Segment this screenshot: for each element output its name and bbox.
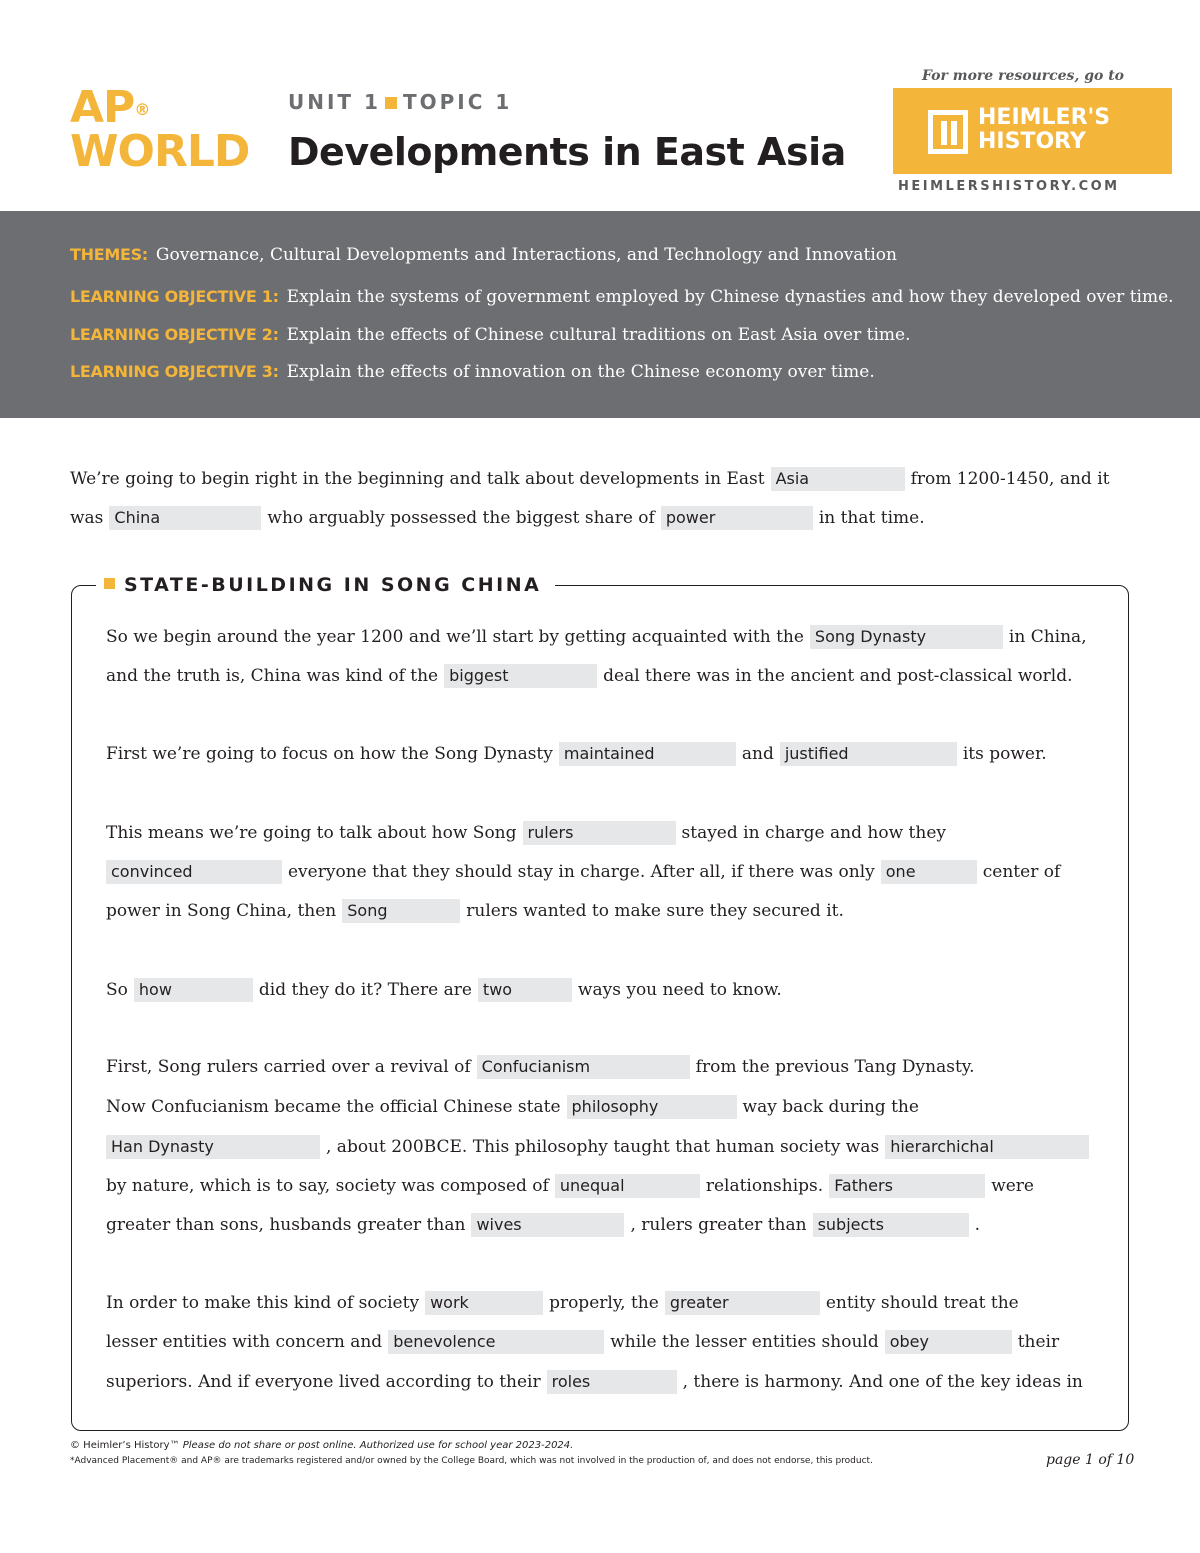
text: while the lesser entities should bbox=[610, 1332, 879, 1352]
objective-3-label: LEARNING OBJECTIVE 3: bbox=[70, 362, 279, 381]
unit-topic-label bbox=[288, 90, 512, 114]
blank-philosophy[interactable]: philosophy bbox=[567, 1095, 737, 1119]
blank-subjects[interactable]: subjects bbox=[813, 1213, 969, 1237]
blank-unequal[interactable]: unequal bbox=[555, 1174, 700, 1198]
blank-maintained[interactable]: maintained bbox=[559, 742, 736, 766]
blank-fathers[interactable]: Fathers bbox=[829, 1174, 985, 1198]
blank-benevolence[interactable]: benevolence bbox=[388, 1330, 604, 1354]
text: way back during the bbox=[742, 1097, 919, 1117]
text: In order to make this kind of society bbox=[106, 1293, 420, 1313]
blank-hierarchichal[interactable]: hierarchichal bbox=[885, 1135, 1089, 1159]
blank-song-dynasty[interactable]: Song Dynasty bbox=[810, 625, 1003, 649]
objective-2-text: Explain the effects of Chinese cultural traditions on East Asia over time. bbox=[286, 325, 911, 345]
text: superiors. And if everyone lived according to their bbox=[106, 1372, 541, 1392]
ap-logo: AP® bbox=[70, 82, 150, 133]
text: who arguably possessed the biggest share of bbox=[267, 508, 655, 528]
objectives-band bbox=[0, 211, 1200, 418]
blank-justified[interactable]: justified bbox=[780, 742, 957, 766]
blank-work[interactable]: work bbox=[425, 1291, 543, 1315]
section-line-2 bbox=[106, 664, 1073, 688]
intro-line-2 bbox=[70, 506, 925, 530]
text: from the previous Tang Dynasty. bbox=[695, 1057, 975, 1077]
section-line-11 bbox=[106, 1174, 1034, 1198]
more-resources-text: For more resources, go to bbox=[922, 68, 1124, 84]
blank-rulers[interactable]: rulers bbox=[523, 821, 676, 845]
text: everyone that they should stay in charge. After all, if there was only bbox=[288, 862, 875, 882]
text: their bbox=[1017, 1332, 1060, 1352]
objective-1-text: Explain the systems of government employed by Chinese dynasties and how they developed over time. bbox=[286, 287, 1174, 307]
objective-2-label: LEARNING OBJECTIVE 2: bbox=[70, 325, 279, 344]
text: center of bbox=[982, 862, 1061, 882]
text: in that time. bbox=[818, 508, 925, 528]
page-title: Developments in East Asia bbox=[288, 130, 846, 174]
section-line-6 bbox=[106, 899, 844, 923]
blank-confucianism[interactable]: Confucianism bbox=[477, 1055, 690, 1079]
square-bullet-icon bbox=[385, 97, 397, 109]
text: properly, the bbox=[549, 1293, 659, 1313]
section-line-15 bbox=[106, 1370, 1083, 1394]
text: power in Song China, then bbox=[106, 901, 337, 921]
text: First, Song rulers carried over a revival of bbox=[106, 1057, 471, 1077]
objective-3-row bbox=[70, 362, 875, 382]
section-line-7 bbox=[106, 978, 782, 1002]
themes-label: THEMES: bbox=[70, 245, 148, 264]
themes-row bbox=[70, 245, 897, 265]
blank-one[interactable]: one bbox=[881, 860, 977, 884]
text: did they do it? There are bbox=[258, 980, 472, 1000]
section-line-1 bbox=[106, 625, 1087, 649]
blank-convinced[interactable]: convinced bbox=[106, 860, 282, 884]
blank-how[interactable]: how bbox=[134, 978, 253, 1002]
world-logo: WORLD bbox=[70, 126, 250, 177]
text: greater than sons, husbands greater than bbox=[106, 1215, 466, 1235]
blank-china[interactable]: China bbox=[109, 506, 261, 530]
text: First we’re going to focus on how the Song Dynasty bbox=[106, 744, 553, 764]
text: , about 200BCE. This philosophy taught that human society was bbox=[326, 1137, 880, 1157]
text: lesser entities with concern and bbox=[106, 1332, 383, 1352]
footer-trademark: *Advanced Placement® and AP® are trademarks registered and/or owned by the College Board, which was not involved in the production of, and does not endorse, this product. bbox=[70, 1456, 873, 1466]
text: This means we’re going to talk about how Song bbox=[106, 823, 517, 843]
objective-3-text: Explain the effects of innovation on the Chinese economy over time. bbox=[286, 362, 875, 382]
section-line-10 bbox=[100, 1135, 1095, 1159]
brand-url-link[interactable]: HEIMLERSHISTORY.COM bbox=[898, 179, 1120, 194]
unit-label: UNIT 1 bbox=[288, 90, 381, 114]
hh-monogram-icon bbox=[928, 110, 968, 154]
topic-label: TOPIC 1 bbox=[402, 90, 513, 114]
section-line-12 bbox=[106, 1213, 980, 1237]
text: Now Confucianism became the official Chinese state bbox=[106, 1097, 561, 1117]
text: So bbox=[106, 980, 128, 1000]
footer-copyright bbox=[70, 1440, 573, 1451]
text: We’re going to begin right in the beginning and talk about developments in East bbox=[70, 469, 765, 489]
blank-wives[interactable]: wives bbox=[471, 1213, 624, 1237]
text: and the truth is, China was kind of the bbox=[106, 666, 439, 686]
page-number: page 1 of 10 bbox=[1046, 1452, 1135, 1468]
text: and bbox=[741, 744, 774, 764]
blank-han-dynasty[interactable]: Han Dynasty bbox=[106, 1135, 320, 1159]
section-heading bbox=[96, 571, 555, 599]
text: entity should treat the bbox=[825, 1293, 1019, 1313]
text: rulers wanted to make sure they secured it. bbox=[466, 901, 844, 921]
text: in China, bbox=[1008, 627, 1087, 647]
copyright-text: © Heimler’s History™ bbox=[70, 1440, 180, 1451]
text: So we begin around the year 1200 and we’ll start by getting acquainted with the bbox=[106, 627, 804, 647]
section-line-14 bbox=[106, 1330, 1059, 1354]
section-line-5 bbox=[100, 860, 1060, 884]
text: . bbox=[974, 1215, 980, 1235]
blank-roles[interactable]: roles bbox=[547, 1370, 677, 1394]
section-line-9 bbox=[106, 1095, 919, 1119]
section-heading-text: STATE-BUILDING IN SONG CHINA bbox=[124, 574, 542, 596]
objective-1-row bbox=[70, 287, 1174, 307]
themes-text: Governance, Cultural Developments and Interactions, and Technology and Innovation bbox=[155, 245, 897, 265]
intro-line-1 bbox=[70, 467, 1109, 491]
usage-notice: Please do not share or post online. Authorized use for school year 2023-2024. bbox=[182, 1440, 574, 1451]
blank-two[interactable]: two bbox=[478, 978, 572, 1002]
text: stayed in charge and how they bbox=[681, 823, 946, 843]
text: relationships. bbox=[705, 1176, 824, 1196]
objective-1-label: LEARNING OBJECTIVE 1: bbox=[70, 287, 279, 306]
square-bullet-icon bbox=[104, 578, 115, 589]
text: were bbox=[991, 1176, 1034, 1196]
text: by nature, which is to say, society was composed of bbox=[106, 1176, 549, 1196]
section-line-8 bbox=[106, 1055, 975, 1079]
blank-power[interactable]: power bbox=[661, 506, 813, 530]
section-line-4 bbox=[106, 821, 946, 845]
section-line-13 bbox=[106, 1291, 1019, 1315]
objective-2-row bbox=[70, 325, 911, 345]
text: from 1200-1450, and it bbox=[910, 469, 1110, 489]
text: ways you need to know. bbox=[577, 980, 782, 1000]
text: , there is harmony. And one of the key ideas in bbox=[682, 1372, 1083, 1392]
blank-greater[interactable]: greater bbox=[665, 1291, 820, 1315]
blank-asia[interactable]: Asia bbox=[771, 467, 905, 491]
text: deal there was in the ancient and post-classical world. bbox=[603, 666, 1073, 686]
blank-song[interactable]: Song bbox=[342, 899, 460, 923]
brand-name: HEIMLER'S HISTORY bbox=[978, 105, 1111, 154]
blank-biggest[interactable]: biggest bbox=[444, 664, 597, 688]
blank-obey[interactable]: obey bbox=[885, 1330, 1012, 1354]
text: its power. bbox=[962, 744, 1047, 764]
text: was bbox=[70, 508, 104, 528]
text: , rulers greater than bbox=[630, 1215, 807, 1235]
section-line-3 bbox=[106, 742, 1047, 766]
